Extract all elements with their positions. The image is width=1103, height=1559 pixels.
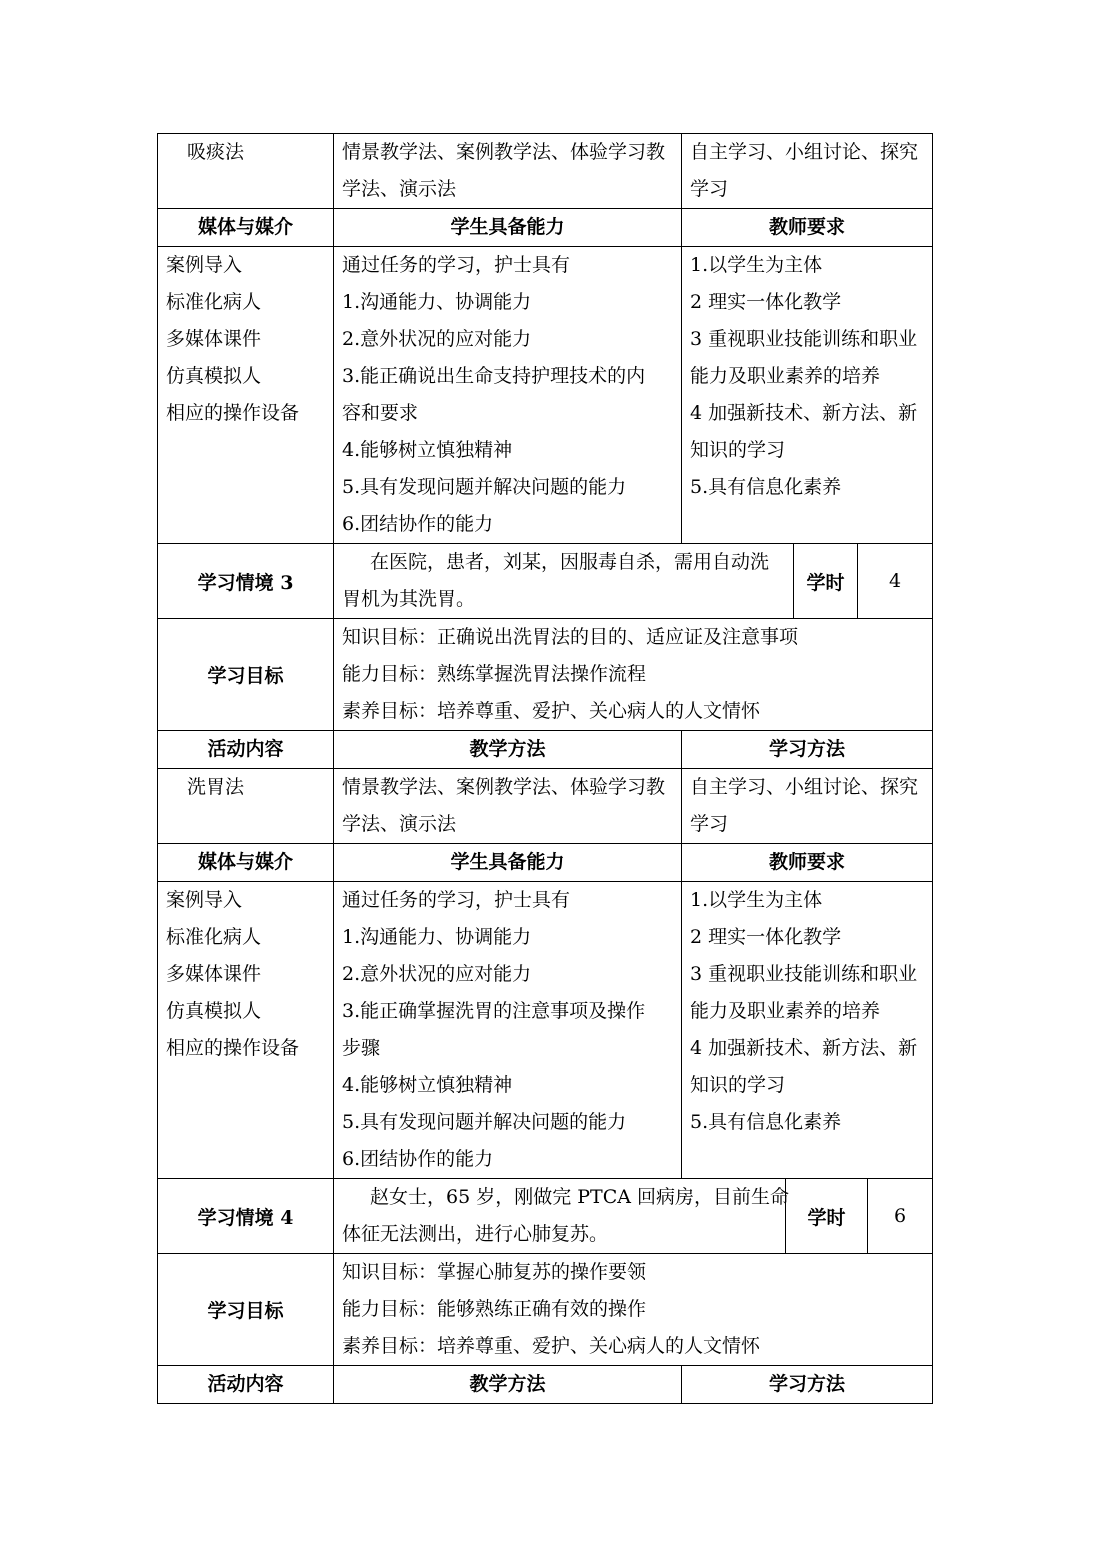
goal-label: 学习目标 (158, 1254, 334, 1366)
activity-header: 活动内容 (158, 1366, 334, 1404)
situation-label: 学习情境 3 (158, 544, 334, 619)
activity-cell: 吸痰法 (158, 134, 334, 209)
hours-value: 4 (858, 544, 933, 619)
media-header: 媒体与媒介 (158, 844, 334, 882)
activity-header-row (157, 730, 933, 769)
activity-cell: 洗胃法 (158, 769, 334, 844)
hours-value: 6 (868, 1179, 933, 1254)
abilities-header: 学生具备能力 (334, 844, 682, 882)
teaching-methods-cell: 情景教学法、案例教学法、体验学习教 学法、演示法 (334, 134, 682, 209)
hours-label: 学时 (786, 1179, 868, 1254)
teaching-methods-cell: 情景教学法、案例教学法、体验学习教 学法、演示法 (334, 769, 682, 844)
learning-header: 学习方法 (682, 1366, 933, 1404)
teacher-list-cell: 1.以学生为主体 2 理实一体化教学 3 重视职业技能训练和职业 能力及职业素养的培养 4 加强新技术、新方法、新 知识的学习 5.具有信息化素养 (682, 882, 933, 1179)
teacher-list-cell: 1.以学生为主体 2 理实一体化教学 3 重视职业技能训练和职业 能力及职业素养的培养 4 加强新技术、新方法、新 知识的学习 5.具有信息化素养 (682, 247, 933, 544)
activity-header: 活动内容 (158, 731, 334, 769)
situation-row-4 (157, 1178, 933, 1254)
goal-lines: 知识目标：正确说出洗胃法的目的、适应证及注意事项 能力目标：熟练掌握洗胃法操作流程 素养目标：培养尊重、爱护、关心病人的人文情怀 (334, 619, 933, 731)
abilities-list-cell: 通过任务的学习，护士具有 1.沟通能力、协调能力 2.意外状况的应对能力 3.能正确掌握洗胃的注意事项及操作 步骤 4.能够树立慎独精神 5.具有发现问题并解决问题的能力 6.团结协作的能力 (334, 882, 682, 1179)
learning-methods-cell: 自主学习、小组讨论、探究 学习 (682, 769, 933, 844)
teaching-header: 教学方法 (334, 731, 682, 769)
teaching-header: 教学方法 (334, 1366, 682, 1404)
situation-description: 在医院，患者，刘某，因服毒自杀，需用自动洗 胃机为其洗胃。 (334, 544, 794, 619)
goal-row-3 (157, 618, 933, 731)
media-list-cell: 案例导入 标准化病人 多媒体课件 仿真模拟人 相应的操作设备 (158, 882, 334, 1179)
abilities-list-cell: 通过任务的学习，护士具有 1.沟通能力、协调能力 2.意外状况的应对能力 3.能正确说出生命支持护理技术的内 容和要求 4.能够树立慎独精神 5.具有发现问题并解决问题的能力 6.团结协作的能力 (334, 247, 682, 544)
learning-header: 学习方法 (682, 731, 933, 769)
media-row-2 (157, 881, 933, 1179)
learning-methods-cell: 自主学习、小组讨论、探究 学习 (682, 134, 933, 209)
situation-row-3 (157, 543, 933, 619)
situation-label: 学习情境 4 (158, 1179, 334, 1254)
teacher-header: 教师要求 (682, 844, 933, 882)
media-header-row (157, 208, 933, 247)
activity-header-row-2 (157, 1365, 933, 1404)
situation-description: 赵女士，65 岁，刚做完 PTCA 回病房，目前生命 体征无法测出，进行心肺复苏。 (334, 1179, 786, 1254)
teacher-header: 教师要求 (682, 209, 933, 247)
media-list-cell: 案例导入 标准化病人 多媒体课件 仿真模拟人 相应的操作设备 (158, 247, 334, 544)
goal-lines: 知识目标：掌握心肺复苏的操作要领 能力目标：能够熟练正确有效的操作 素养目标：培养尊重、爱护、关心病人的人文情怀 (334, 1254, 933, 1366)
activity-row-suction (157, 133, 933, 209)
abilities-header: 学生具备能力 (334, 209, 682, 247)
media-header: 媒体与媒介 (158, 209, 334, 247)
activity-row-gastric (157, 768, 933, 844)
goal-label: 学习目标 (158, 619, 334, 731)
hours-label: 学时 (794, 544, 858, 619)
media-row (157, 246, 933, 544)
media-header-row-2 (157, 843, 933, 882)
goal-row-4 (157, 1253, 933, 1366)
lesson-plan-table (157, 133, 932, 1404)
